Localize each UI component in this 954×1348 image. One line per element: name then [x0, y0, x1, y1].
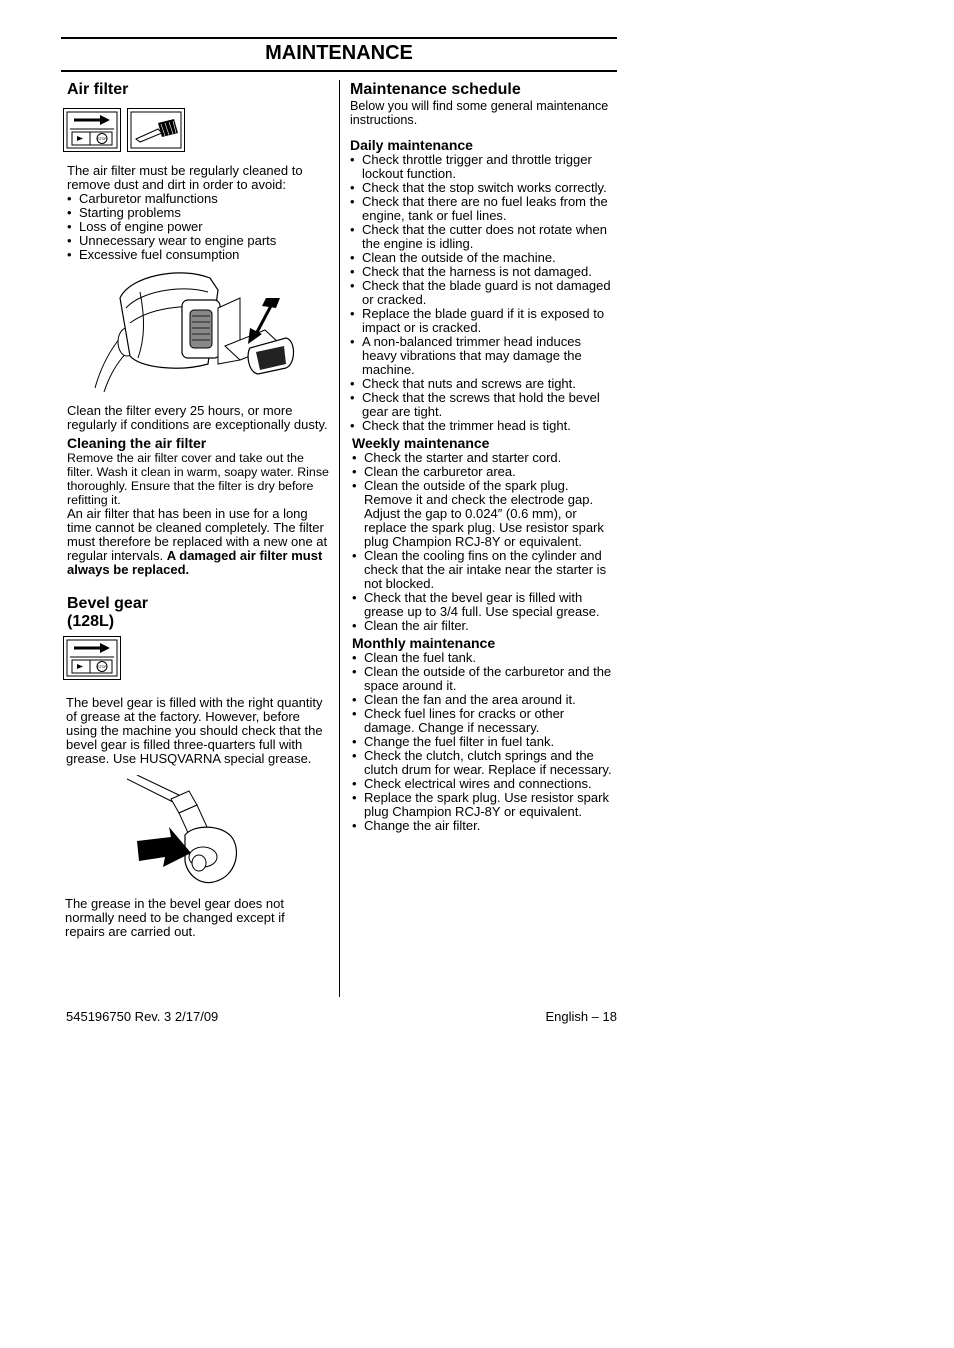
list-item: • Check electrical wires and connections. [352, 777, 616, 791]
cleaning-text-2-bold: A damaged air filter must always be replaced. [67, 548, 323, 577]
schedule-heading: Maintenance schedule [350, 81, 521, 98]
column-divider [339, 80, 340, 997]
bevel-gear-heading-line-1: Bevel gear [67, 595, 148, 612]
list-item: • Clean the cooling fins on the cylinder and check that the air intake near the starter is not blocked. [352, 549, 616, 591]
arrow-stop-icon [64, 637, 120, 679]
daily-heading: Daily maintenance [350, 137, 473, 153]
list-item: • Check that the cutter does not rotate when the engine is idling. [350, 223, 616, 251]
footer-page-number: English – 18 [545, 1009, 617, 1024]
list-item: • Replace the spark plug. Use resistor spark plug Champion RCJ-8Y or equivalent. [352, 791, 616, 819]
list-item: • Carburetor malfunctions [67, 192, 329, 206]
air-filter-bullets [67, 192, 329, 262]
bevel-gear-heading [67, 595, 148, 631]
monthly-list [350, 651, 616, 833]
cleaning-text-1: Remove the air filter cover and take out the filter. Wash it clean in warm, soapy water. Rinse thoroughly. Ensure that the filter is dry before refitting it. [67, 451, 329, 507]
arrow-stop-icon [64, 109, 120, 151]
monthly-heading: Monthly maintenance [352, 635, 496, 651]
air-filter-intro: The air filter must be regularly cleaned to remove dust and dirt in order to avoid: [67, 163, 303, 192]
list-item: • Clean the outside of the carburetor and the space around it. [352, 665, 616, 693]
list-item: • Starting problems [67, 206, 329, 220]
list-item: • Check that the blade guard is not damaged or cracked. [350, 279, 616, 307]
daily-list [350, 153, 616, 433]
list-item: • Check the clutch, clutch springs and the clutch drum for wear. Replace if necessary. [352, 749, 616, 777]
list-item: • Check that the bevel gear is filled with grease up to 3/4 full. Use special grease. [352, 591, 616, 619]
list-item: • Clean the carburetor area. [352, 465, 616, 479]
title-rule-top [61, 37, 617, 39]
page-title: MAINTENANCE [265, 42, 413, 64]
list-item: • Clean the fan and the area around it. [352, 693, 616, 707]
list-item: • Check that the stop switch works correctly. [350, 181, 616, 195]
bevel-gear-text-after: The grease in the bevel gear does not normally need to be changed except if repairs are carried out. [65, 896, 285, 939]
stop-label: STOP [97, 137, 107, 141]
list-item: • A non-balanced trimmer head induces heavy vibrations that may damage the machine. [350, 335, 616, 377]
list-item: • Excessive fuel consumption [67, 248, 329, 262]
stop-engine-icon [63, 108, 121, 152]
list-item: • Check the starter and starter cord. [352, 451, 616, 465]
bevel-gear-illustration [125, 775, 245, 890]
list-item: • Unnecessary wear to engine parts [67, 234, 329, 248]
list-item: • Clean the fuel tank. [352, 651, 616, 665]
air-filter-illustration [90, 268, 305, 394]
list-item: • Check fuel lines for cracks or other damage. Change if necessary. [352, 707, 616, 735]
list-item: • Check that the screws that hold the bevel gear are tight. [350, 391, 616, 419]
cleaning-text-2 [67, 507, 329, 577]
list-item: • Check that the trimmer head is tight. [350, 419, 616, 433]
list-item: • Check throttle trigger and throttle trigger lockout function. [350, 153, 616, 181]
bevel-gear-heading-line-2: (128L) [67, 613, 115, 630]
list-item: • Check that there are no fuel leaks from the engine, tank or fuel lines. [350, 195, 616, 223]
bevel-gear-text: The bevel gear is filled with the right quantity of grease at the factory. However, before using the machine you should check that the bevel gear is filled three-quarters full with grease. Use HUSQVARNA special grease. [66, 695, 323, 766]
title-rule-bottom [61, 70, 617, 72]
cleaning-heading: Cleaning the air filter [67, 435, 207, 451]
stop-engine-icon-2 [63, 636, 121, 680]
footer-doc-id: 545196750 Rev. 3 2/17/09 [66, 1009, 219, 1024]
list-item: • Check that nuts and screws are tight. [350, 377, 616, 391]
weekly-list [350, 451, 616, 633]
list-item: • Clean the air filter. [352, 619, 616, 633]
list-item: • Check that the harness is not damaged. [350, 265, 616, 279]
list-item: • Clean the outside of the machine. [350, 251, 616, 265]
list-item: • Change the air filter. [352, 819, 616, 833]
brush-icon [127, 108, 185, 152]
list-item: • Replace the blade guard if it is exposed to impact or is cracked. [350, 307, 616, 335]
list-item: • Change the fuel filter in fuel tank. [352, 735, 616, 749]
air-filter-frequency: Clean the filter every 25 hours, or more regularly if conditions are exceptionally dusty. [67, 403, 328, 432]
schedule-intro: Below you will find some general maintenance instructions. [350, 99, 609, 127]
air-filter-heading: Air filter [67, 81, 129, 98]
cleaning-text-2-normal: An air filter that has been in use for a long time cannot be cleaned completely. The filter must therefore be replaced with a new one at regular intervals. [67, 506, 328, 563]
list-item: • Clean the outside of the spark plug. Remove it and check the electrode gap. Adjust the gap to 0.024″ (0.6 mm), or replace the spark plug. Use resistor spark plug Champion RCJ-8Y or equivalent. [352, 479, 616, 549]
weekly-heading: Weekly maintenance [352, 435, 490, 451]
list-item: • Loss of engine power [67, 220, 329, 234]
stop-label-2: STOP [97, 665, 107, 669]
